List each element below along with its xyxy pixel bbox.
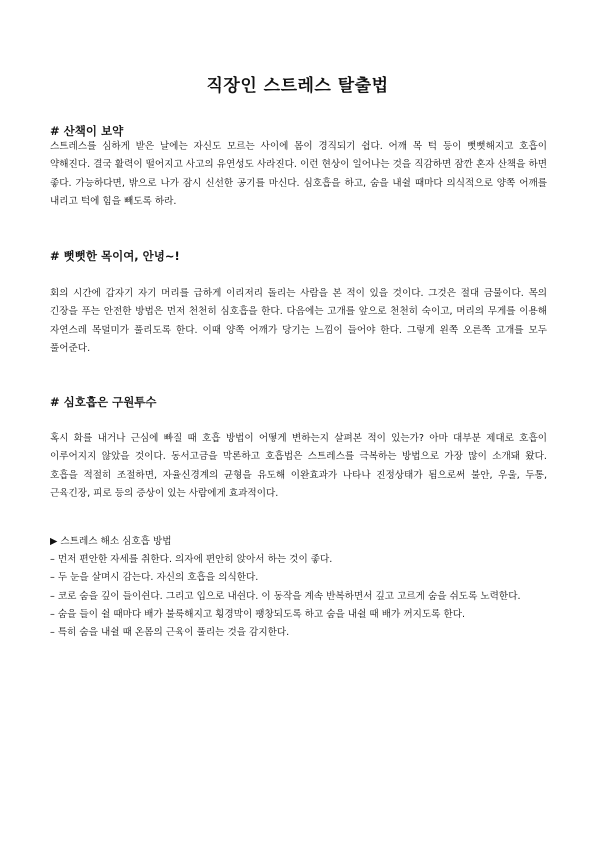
section-paragraph-breathing: 혹시 화를 내거나 근심에 빠질 때 호흡 방법이 어떻게 변하는지 살펴본 적이 있는가? 아마 대부분 제대로 호흡이 이루어지지 않았을 것이다. 동서고금을 막론하고 호흡법은 스트레스를 극복하는 방법으로 가장 많이 소개돼 왔다. 호흡을 적절히 조절하면, 자율신경계의 균형을 유도해 이완효과가 나타나 진정상태가 됨으로써 불안, 우울, 두통, 근육긴장, 피로 등의 증상이 있는 사람에게 효과적이다. bbox=[50, 433, 547, 500]
list-item: – 숨을 들이 쉴 때마다 배가 불룩해지고 횡경막이 팽창되도록 하고 숨을 내쉴 때 배가 꺼지도록 한다. bbox=[50, 608, 466, 620]
breathing-steps-list bbox=[50, 533, 547, 642]
section-heading-breathing: # 심호흡은 구원투수 bbox=[50, 395, 157, 409]
list-item: – 두 눈을 살며시 감는다. 자신의 호흡을 의식한다. bbox=[50, 572, 259, 584]
list-item: ▶ 스트레스 해소 심호흡 방법 bbox=[50, 536, 172, 547]
section-heading-neck: # 뻣뻣한 목이여, 안녕~! bbox=[50, 249, 180, 263]
section-paragraph-neck: 회의 시간에 갑자기 자기 머리를 급하게 이리저리 돌리는 사람을 본 적이 있을 것이다. 그것은 절대 금물이다. 목의 긴장을 푸는 안전한 방법은 먼저 천천히 심호흡을 한다. 다음에는 고개를 앞으로 천천히 숙이고, 머리의 무게를 이용해 자연스레 목덜미가 풀리도록 한다. 이때 양쪽 어깨가 당기는 느낌이 들어야 한다. 그렇게 왼쪽 오른쪽 고개를 모두 풀어준다. bbox=[50, 288, 547, 355]
section-heading-walk: # 산책이 보약 bbox=[50, 124, 124, 138]
list-item: – 특히 숨을 내쉴 때 온몸의 근육이 풀리는 것을 감지한다. bbox=[50, 627, 290, 639]
section-paragraph-walk: 스트레스를 심하게 받은 날에는 자신도 모르는 사이에 몸이 경직되기 쉽다. 어깨 목 턱 등이 뻣뻣해지고 호흡이 약해진다. 결국 활력이 떨어지고 사고의 유연성도 사라진다. 이런 현상이 일어나는 것을 직감하면 잠깐 혼자 산책을 하면 좋다. 가능하다면, 밖으로 나가 잠시 신선한 공기를 마신다. 심호흡을 하고, 숨을 내쉴 때마다 의식적으로 양쪽 어깨를 내리고 턱에 힘을 빼도록 하라. bbox=[50, 141, 547, 208]
document-title: 직장인 스트레스 탈출법 bbox=[206, 76, 389, 96]
list-item: – 코로 숨을 깊이 들이쉰다. 그리고 입으로 내쉰다. 이 동작을 계속 반복하면서 깊고 고르게 숨을 쉬도록 노력한다. bbox=[50, 590, 521, 602]
list-item: – 먼저 편안한 자세를 취한다. 의자에 편안히 앉아서 하는 것이 좋다. bbox=[50, 554, 333, 566]
